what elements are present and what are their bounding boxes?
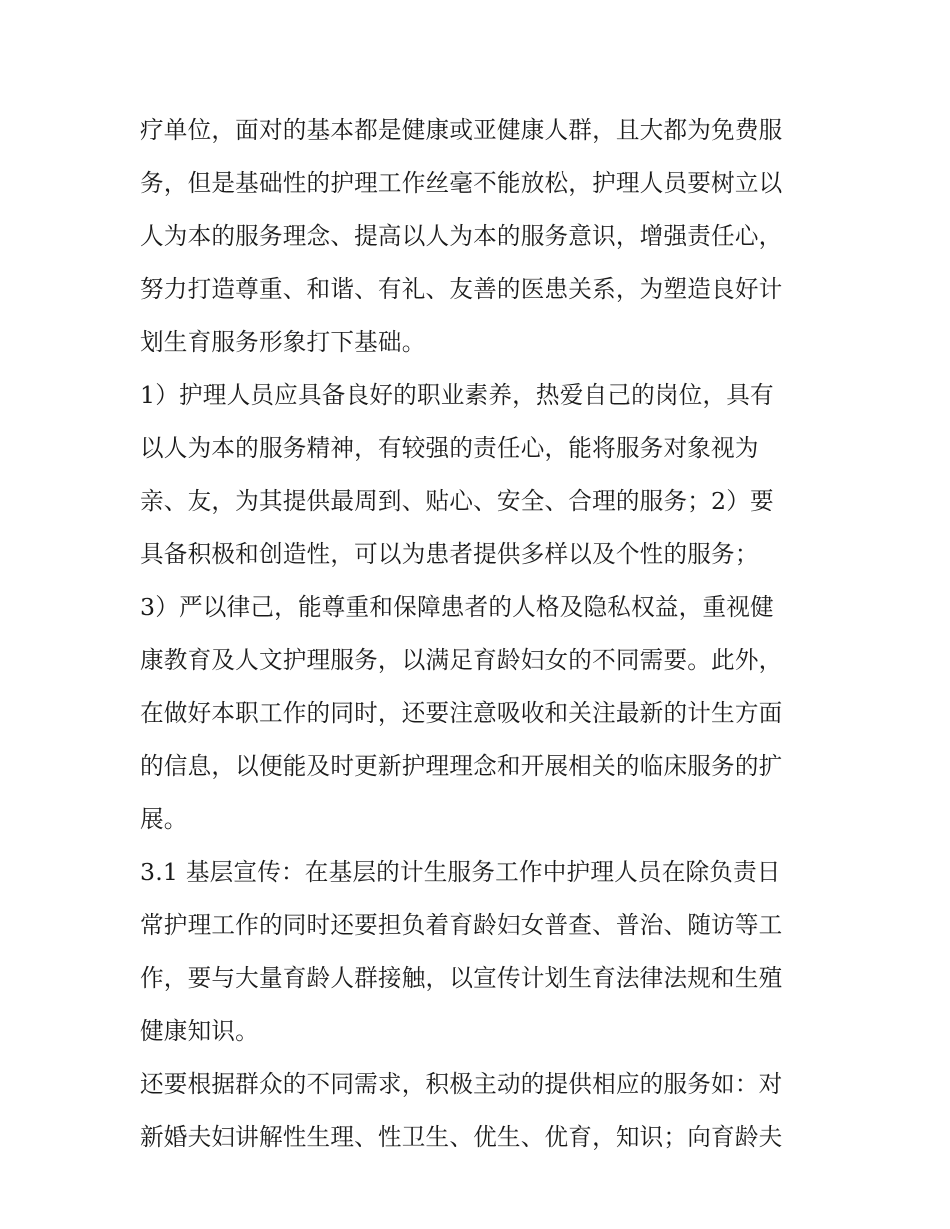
text-line: 务，但是基础性的护理工作丝毫不能放松，护理人员要树立以 <box>140 169 783 197</box>
text-line: 还要根据群众的不同需求，积极主动的提供相应的服务如：对 <box>140 1070 783 1098</box>
text-line: 在做好本职工作的同时，还要注意吸收和关注最新的计生方面 <box>140 699 783 727</box>
text-line: 康教育及人文护理服务，以满足育龄妇女的不同需要。此外， <box>140 646 783 674</box>
text-line: 的信息，以便能及时更新护理理念和开展相关的临床服务的扩 <box>140 752 783 780</box>
text-line: 作，要与大量育龄人群接触，以宣传计划生育法律法规和生殖 <box>140 964 783 992</box>
text-line: 常护理工作的同时还要担负着育龄妇女普查、普治、随访等工 <box>140 911 783 939</box>
text-line: 健康知识。 <box>140 1017 259 1045</box>
text-line: 具备积极和创造性，可以为患者提供多样以及个性的服务； <box>140 540 759 568</box>
text-line: 1）护理人员应具备良好的职业素养，热爱自己的岗位，具有 <box>140 381 774 409</box>
paragraph-grassroots-publicity <box>140 846 812 1058</box>
paragraph-professional-qualities <box>140 369 812 846</box>
text-line: 展。 <box>140 805 188 833</box>
paragraph-service-philosophy <box>140 104 812 369</box>
text-line: 努力打造尊重、和谐、有礼、友善的医患关系，为塑造良好计 <box>140 275 783 303</box>
text-line: 3）严以律己，能尊重和保障患者的人格及隐私权益，重视健 <box>140 593 774 621</box>
text-line: 划生育服务形象打下基础。 <box>140 328 426 356</box>
text-line: 3.1 基层宣传：在基层的计生服务工作中护理人员在除负责日 <box>140 858 781 886</box>
text-line: 人为本的服务理念、提高以人为本的服务意识，增强责任心， <box>140 222 783 250</box>
text-line: 以人为本的服务精神，有较强的责任心，能将服务对象视为 <box>140 434 759 462</box>
document-body <box>140 104 812 1164</box>
text-line: 亲、友，为其提供最周到、贴心、安全、合理的服务；2）要 <box>140 487 774 515</box>
text-line: 新婚夫妇讲解性生理、性卫生、优生、优育，知识；向育龄夫 <box>140 1123 783 1151</box>
paragraph-targeted-services <box>140 1058 812 1164</box>
text-line: 疗单位，面对的基本都是健康或亚健康人群，且大都为免费服 <box>140 116 783 144</box>
